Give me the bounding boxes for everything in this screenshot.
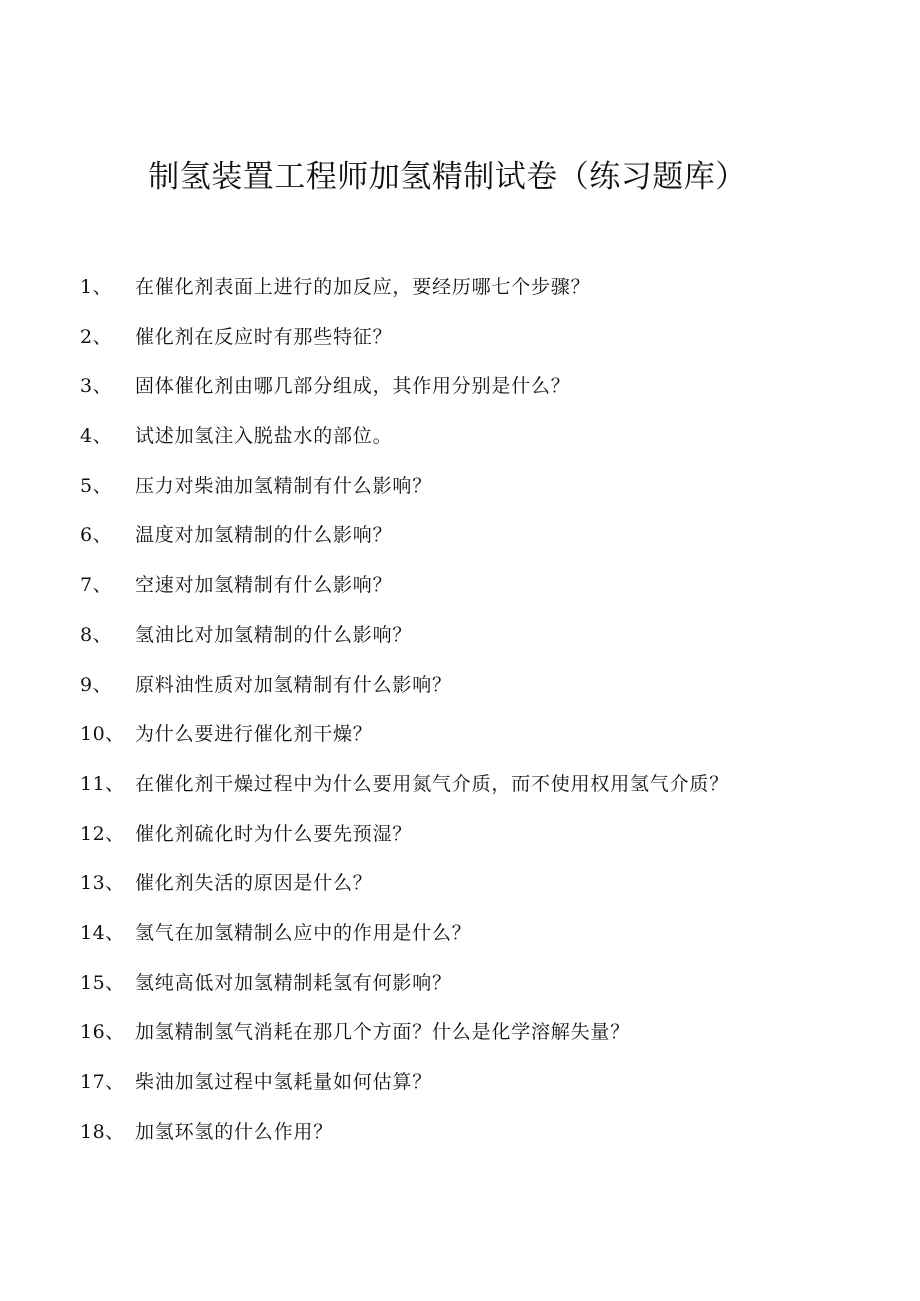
question-text: 催化剂在反应时有那些特征？ [135,325,393,348]
question-number: 9、 [80,673,113,696]
question-item [0,566,920,616]
question-item [0,1063,920,1113]
question-number: 6、 [80,524,113,547]
question-item [0,914,920,964]
question-number: 5、 [80,474,113,497]
question-text: 试述加氢注入脱盐水的部位。 [135,425,393,448]
question-number: 7、 [80,574,113,597]
question-item [0,765,920,815]
question-text: 空速对加氢精制有什么影响？ [135,574,393,597]
question-item [0,268,920,318]
question-number: 8、 [80,623,113,646]
question-text: 固体催化剂由哪几部分组成，其作用分别是什么？ [135,375,571,398]
question-text: 催化剂失活的原因是什么？ [135,872,373,895]
question-number: 13、 [80,872,125,895]
question-text: 柴油加氢过程中氢耗量如何估算？ [135,1071,433,1093]
question-item [0,616,920,666]
question-text: 压力对柴油加氢精制有什么影响？ [135,474,433,497]
question-number: 1、 [80,276,113,298]
question-number: 18、 [80,1120,125,1143]
question-text: 加氢精制氢气消耗在那几个方面？什么是化学溶解失量？ [135,1021,631,1044]
question-text: 为什么要进行催化剂干燥？ [135,723,373,746]
question-number: 15、 [80,971,125,994]
question-text: 在催化剂干燥过程中为什么要用氮气介质，而不使用权用氢气介质？ [135,772,730,795]
question-item [0,318,920,368]
question-item [0,964,920,1014]
question-number: 2、 [80,325,113,348]
question-number: 3、 [80,375,113,398]
question-item [0,367,920,417]
question-item [0,1013,920,1063]
question-text: 在催化剂表面上进行的加反应，要经历哪七个步骤？ [135,276,591,298]
question-text: 催化剂硫化时为什么要先预湿？ [135,822,413,845]
question-number: 17、 [80,1071,125,1093]
question-item [0,815,920,865]
question-number: 16、 [80,1021,125,1044]
question-item [0,864,920,914]
document-title: 制氢装置工程师加氢精制试卷（练习题库） [148,158,747,195]
question-number: 10、 [80,723,125,746]
question-item [0,417,920,467]
question-text: 温度对加氢精制的什么影响？ [135,524,393,547]
question-number: 12、 [80,822,125,845]
question-item [0,715,920,765]
question-item [0,1113,920,1163]
question-text: 氢油比对加氢精制的什么影响？ [135,623,413,646]
question-number: 11、 [80,772,125,795]
question-text: 氢气在加氢精制么应中的作用是什么？ [135,921,472,944]
question-number: 14、 [80,921,125,944]
question-number: 4、 [80,425,113,448]
question-list [0,268,920,1162]
question-item [0,666,920,716]
question-text: 氢纯高低对加氢精制耗氢有何影响？ [135,971,452,994]
question-text: 加氢环氢的什么作用？ [135,1120,334,1143]
question-item [0,467,920,517]
question-item [0,516,920,566]
question-text: 原料油性质对加氢精制有什么影响？ [135,673,452,696]
